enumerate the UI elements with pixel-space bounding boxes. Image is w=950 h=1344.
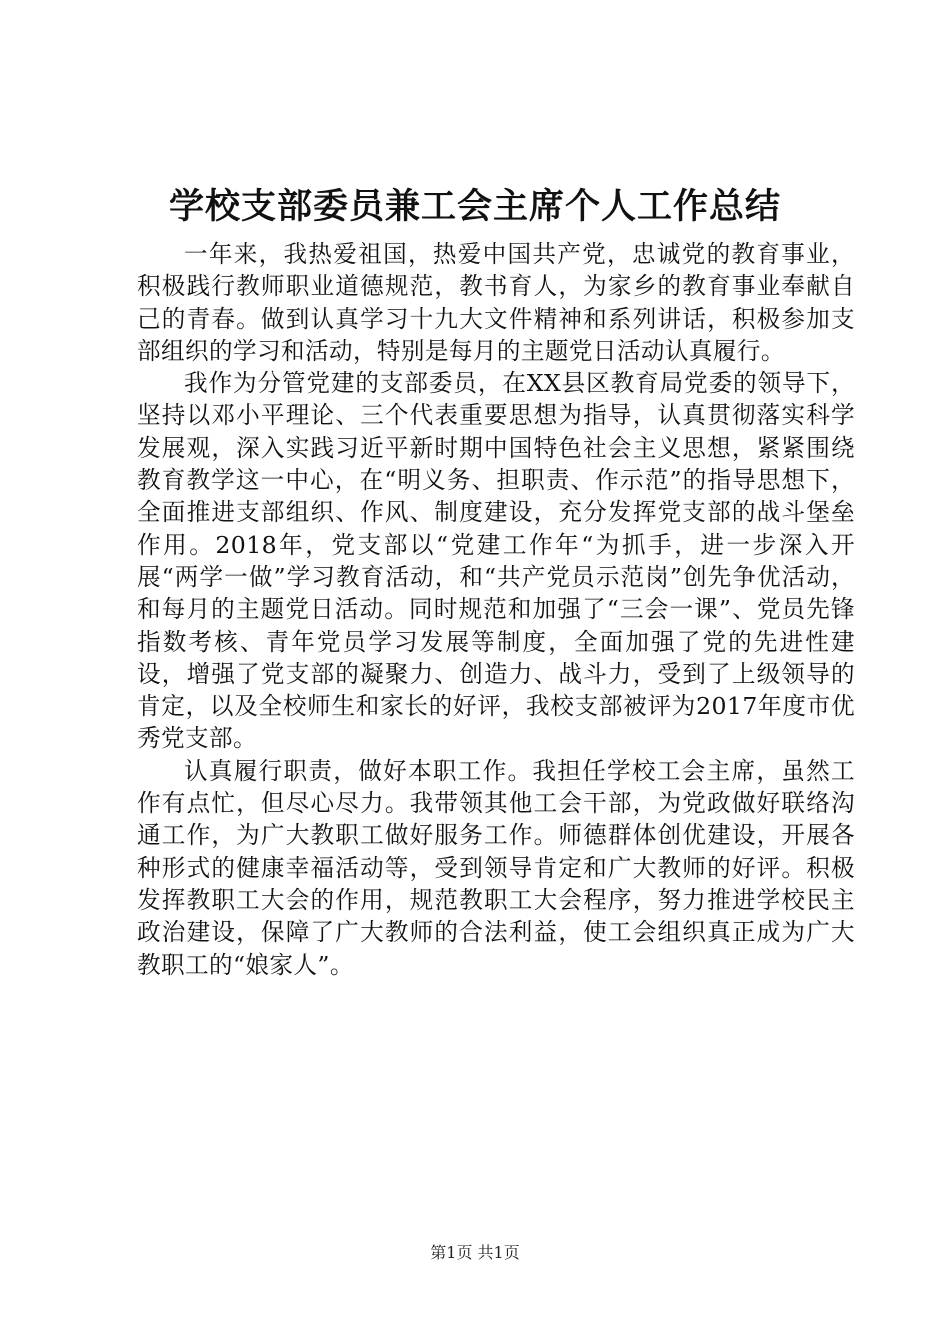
paragraph-union-work: 认真履行职责，做好本职工作。我担任学校工会主席，虽然工作有点忙，但尽心尽力。我带领其他工会干部，为党政做好联络沟通工作，为广大教职工做好服务工作。师德群体创优建设，开展各种形式的健康幸福活动等，受到领导肯定和广大教师的好评。积极发挥教职工大会的作用，规范教职工大会程序，努力推进学校民主政治建设，保障了广大教师的合法利益，使工会组织真正成为广大教职工的“娘家人”。 xyxy=(137,756,855,979)
document-body xyxy=(137,238,855,981)
page-footer: 第1页 共1页 xyxy=(430,1243,520,1262)
document-title: 学校支部委员兼工会主席个人工作总结 xyxy=(168,186,781,227)
paragraph-intro: 一年来，我热爱祖国，热爱中国共产党，忠诚党的教育事业，积极践行教师职业道德规范，教书育人，为家乡的教育事业奉献自己的青春。做到认真学习十九大文件精神和系列讲话，积极参加支部组织的学习和活动，特别是每月的主题党日活动认真履行。 xyxy=(137,240,855,365)
paragraph-party-work: 我作为分管党建的支部委员，在XX县区教育局党委的领导下，坚持以邓小平理论、三个代表重要思想为指导，认真贯彻落实科学发展观，深入实践习近平新时期中国特色社会主义思想，紧紧围绕教育教学这一中心，在“明义务、担职责、作示范”的指导思想下，全面推进支部组织、作风、制度建设，充分发挥党支部的战斗堡垒作用。2018年，党支部以“党建工作年“为抓手，进一步深入开展“两学一做”学习教育活动，和“共产党员示范岗”创先争优活动，和每月的主题党日活动。同时规范和加强了“三会一课”、党员先锋指数考核、青年党员学习发展等制度，全面加强了党的先进性建设，增强了党支部的凝聚力、创造力、战斗力，受到了上级领导的肯定，以及全校师生和家长的好评，我校支部被评为2017年度市优秀党支部。 xyxy=(137,369,855,753)
